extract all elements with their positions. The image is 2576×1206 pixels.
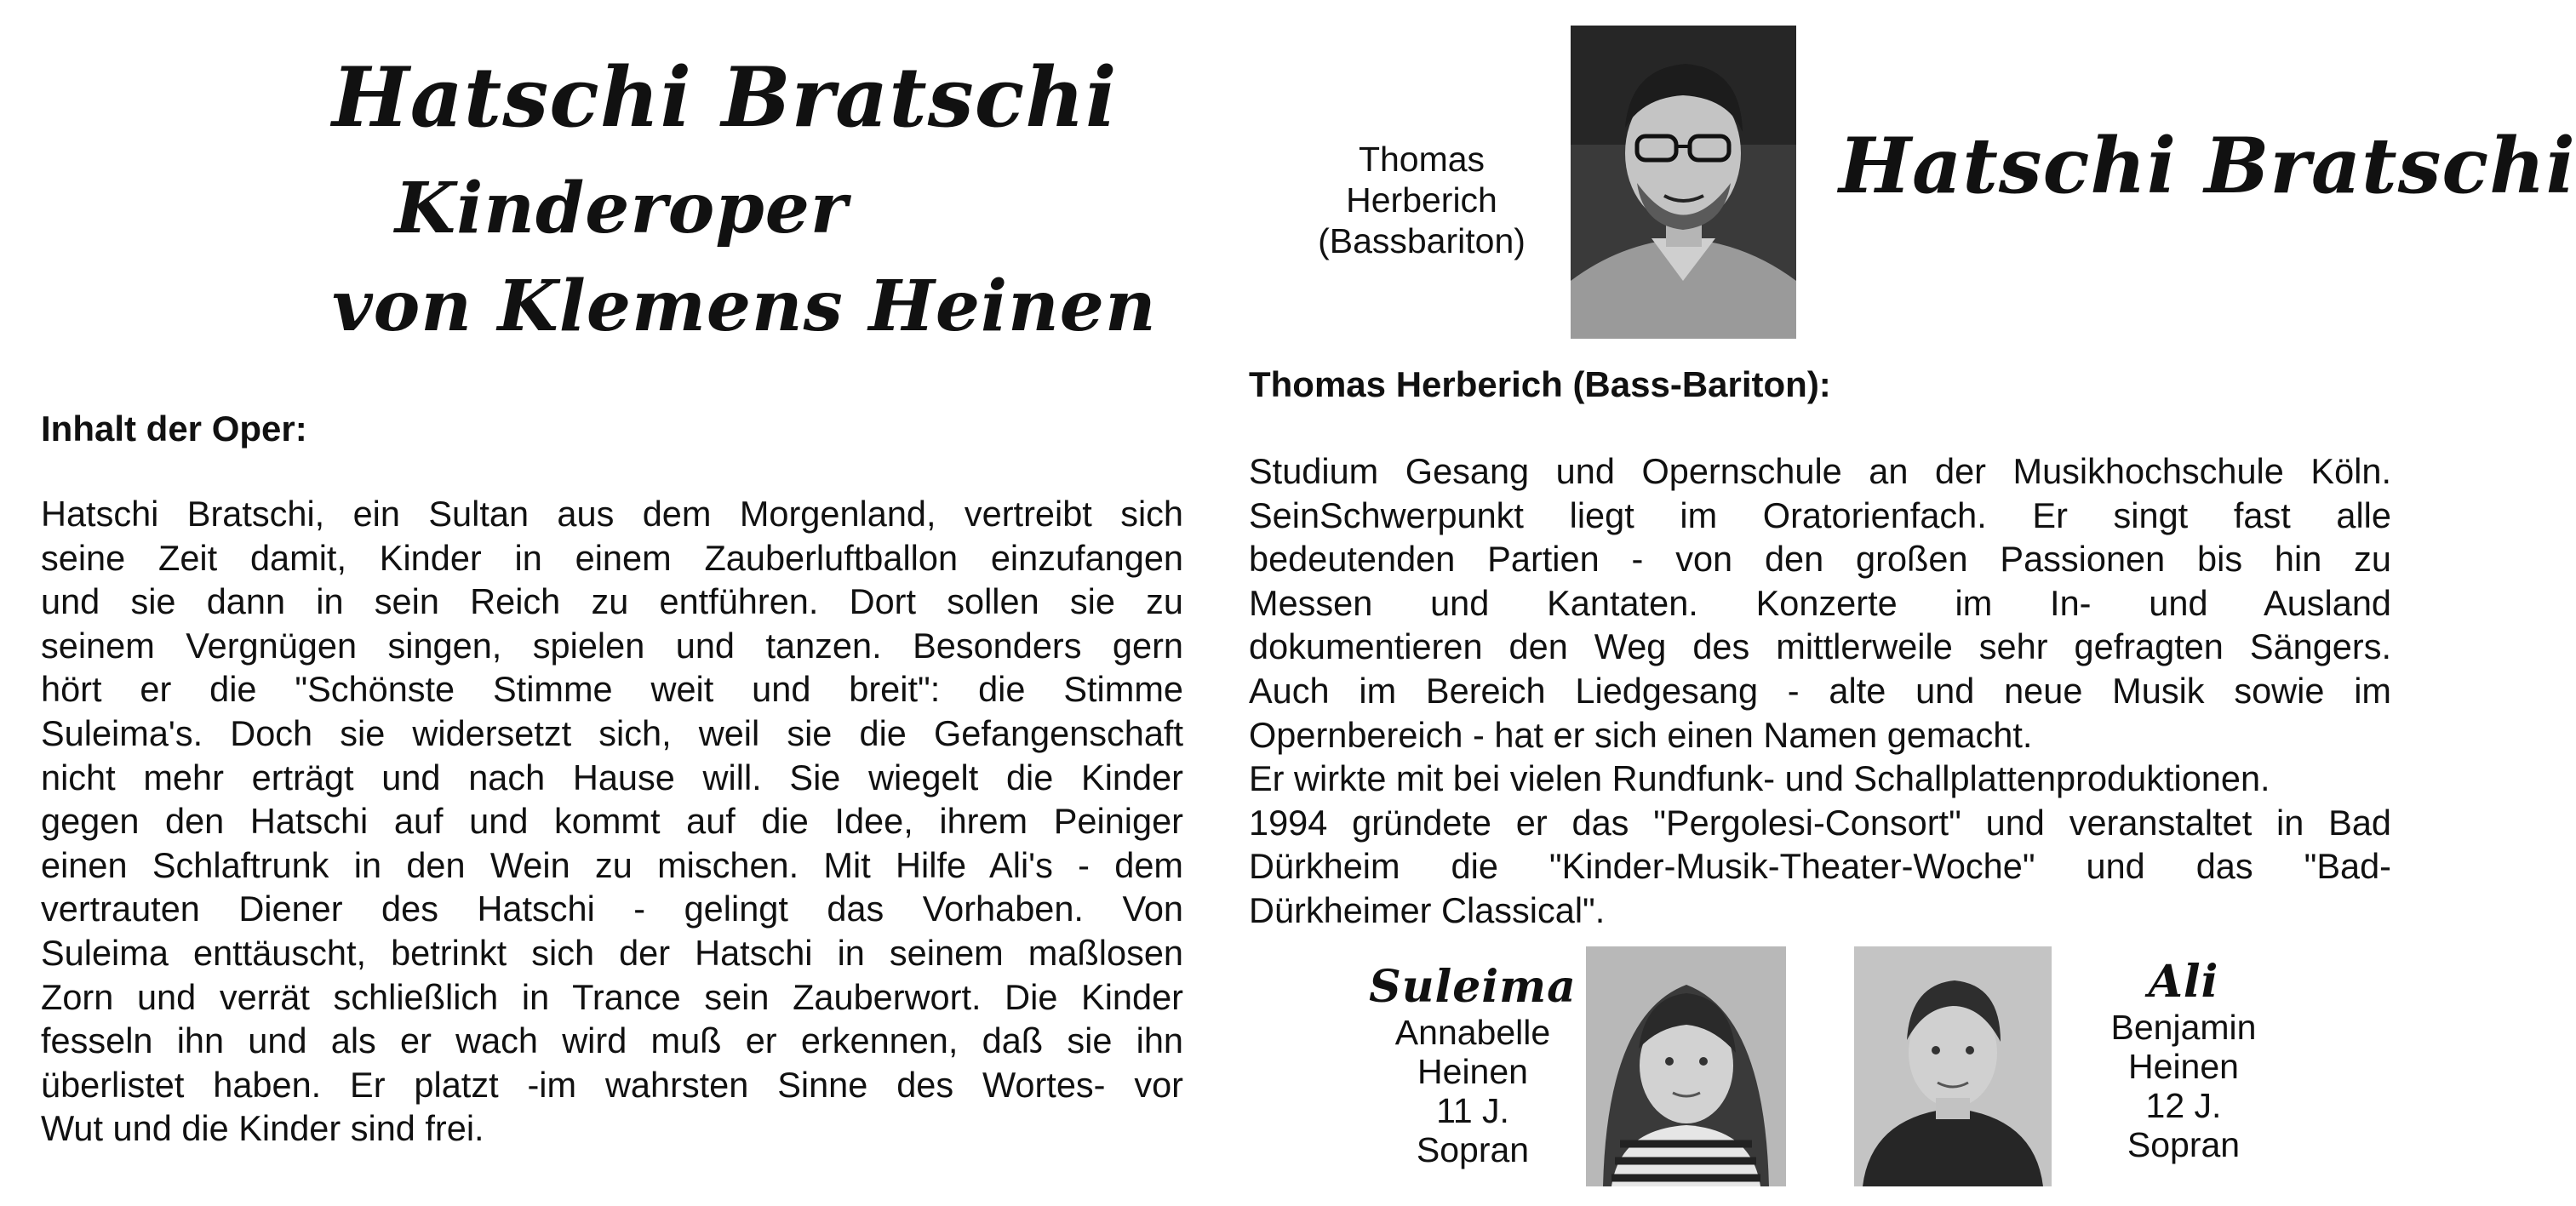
portrait-caption-line: (Bassbariton) <box>1318 221 1526 260</box>
bio-line: Opernbereich - hat er sich einen Namen gemacht. <box>1249 714 2033 755</box>
bio-line: Auch im Bereich Liedgesang - alte und neue Musik sowie im <box>1249 670 2391 711</box>
plot-line: einen Schlaftrunk in den Wein zu mischen. Mit Hilfe Ali's - dem <box>41 844 1183 885</box>
plot-line: nicht mehr erträgt und nach Hause will. Sie wiegelt die Kinder <box>41 757 1183 797</box>
cast-age: 11 J. <box>1436 1091 1509 1130</box>
cast-surname: Heinen <box>1417 1052 1528 1091</box>
cast-caption-suleima <box>1358 962 1588 1169</box>
plot-line: und sie dann in sein Reich zu entführen. Dort sollen sie zu <box>41 581 1183 622</box>
portrait-caption-line: Herberich <box>1346 180 1497 220</box>
left-composer-line: von Klemens Heinen <box>332 266 1157 347</box>
bio-line: Dürkheim die "Kinder-Musik-Theater-Woche" und das "Bad- <box>1249 846 2391 887</box>
photo-benjamin-heinen <box>1854 946 2052 1186</box>
cast-voice: Sopran <box>2127 1125 2241 1164</box>
bio-line: Er wirkte mit bei vielen Rundfunk- und Schallplattenproduktionen. <box>1249 758 2270 799</box>
bio-line: 1994 gründete er das "Pergolesi-Consort" und veranstaltet in Bad <box>1249 802 2391 843</box>
plot-line: Wut und die Kinder sind frei. <box>41 1108 484 1149</box>
bio-line: bedeutenden Partien - von den großen Passionen bis hin zu <box>1249 539 2391 580</box>
cast-first-name: Annabelle <box>1394 1013 1551 1052</box>
bio-line: Studium Gesang und Opernschule an der Musikhochschule Köln. <box>1249 451 2391 491</box>
cast-age: 12 J. <box>2145 1086 2222 1125</box>
bio-paragraph <box>1249 449 2391 933</box>
cast-role: Suleima <box>1369 961 1577 1013</box>
cast-first-name: Benjamin <box>2110 1008 2257 1047</box>
plot-line: hört er die "Schönste Stimme weit und breit": die Stimme <box>41 669 1183 710</box>
plot-line: Hatschi Bratschi, ein Sultan aus dem Morgenland, vertreibt sich <box>41 494 1183 534</box>
plot-paragraph <box>41 492 1183 1151</box>
bio-line: dokumentieren den Weg des mittlerweile sehr gefragten Sängers. <box>1249 626 2391 667</box>
cast-surname: Heinen <box>2128 1047 2239 1086</box>
right-title: Hatschi Bratschi <box>1839 121 2576 211</box>
plot-line: Suleima's. Doch sie widersetzt sich, weil sie die Gefangenschaft <box>41 712 1183 753</box>
bio-heading: Thomas Herberich (Bass-Bariton): <box>1249 364 1831 404</box>
bio-line: Dürkheimer Classical". <box>1249 889 1606 930</box>
plot-line: gegen den Hatschi auf und kommt auf die Idee, ihrem Peiniger <box>41 801 1183 842</box>
plot-line: vertrauten Diener des Hatschi - gelingt das Vorhaben. Von <box>41 889 1183 929</box>
portrait-photo-thomas-herberich <box>1571 26 1796 339</box>
plot-line: seine Zeit damit, Kinder in einem Zauberluftballon einzufangen <box>41 537 1183 578</box>
photo-annabelle-heinen <box>1586 946 1786 1186</box>
cast-caption-ali <box>2069 957 2298 1164</box>
plot-line: Suleima enttäuscht, betrinkt sich der Hatschi in seinem maßlosen <box>41 932 1183 973</box>
left-title: Hatschi Bratschi <box>332 49 1118 146</box>
plot-line: fesseln ihn und als er wach wird muß er erkennen, daß sie ihn <box>41 1020 1183 1061</box>
portrait-caption <box>1290 139 1554 261</box>
plot-line: Zorn und verrät schließlich in Trance sein Zauberwort. Die Kinder <box>41 976 1183 1017</box>
plot-section-heading: Inhalt der Oper: <box>41 409 307 449</box>
bio-line: Messen und Kantaten. Konzerte im In- und Ausland <box>1249 582 2391 623</box>
cast-voice: Sopran <box>1416 1130 1530 1169</box>
bio-line: SeinSchwerpunkt liegt im Oratorienfach. Er singt fast alle <box>1249 494 2391 535</box>
plot-line: überlistet haben. Er platzt -im wahrsten Sinne des Wortes- vor <box>41 1064 1183 1105</box>
plot-line: seinem Vergnügen singen, spielen und tanzen. Besonders gern <box>41 625 1183 666</box>
left-subtitle: Kinderoper <box>394 168 849 249</box>
cast-role: Ali <box>2148 956 2219 1008</box>
portrait-caption-line: Thomas <box>1358 140 1485 179</box>
